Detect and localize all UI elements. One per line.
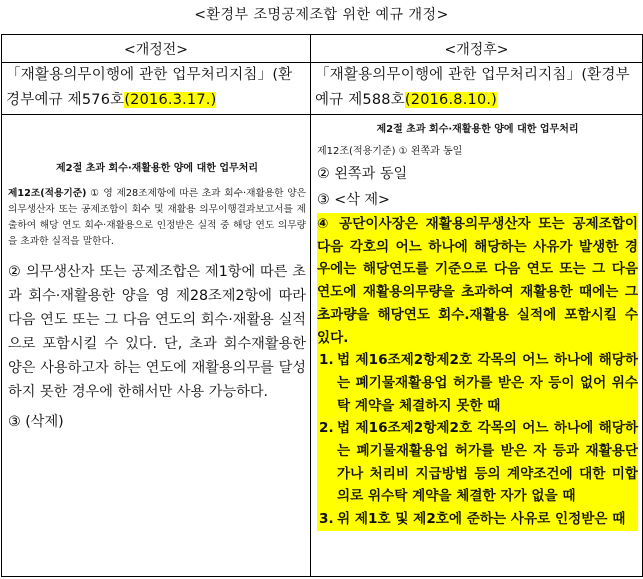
list-item-text: 위 제1호 및 제2호에 준하는 사유로 인정받은 때 (337, 511, 626, 528)
header-after: <개정후> (311, 35, 643, 63)
header-before: <개정전> (2, 35, 311, 63)
list-item-number: 1. (319, 352, 334, 369)
reference-before-text: 「재활용의무이행에 관한 업무처리지침」(환경부예규 제576호 (6, 67, 293, 108)
section-title-after: 제2절 초과 회수·재활용한 양에 대한 업무처리 (376, 124, 579, 135)
list-item-number: 3. (319, 511, 334, 528)
article-12-para-1-after: 제12조(적용기준) ① 왼쪽과 동일 (317, 146, 463, 157)
section-title-before: 제2절 초과 회수·재활용한 양에 대한 업무처리 (55, 163, 259, 174)
article-12-para-2-before: ② 의무생산자 또는 공제조합은 제1항에 따른 초과 회수·재활용한 양을 영 제28조제2항에 따라 다음 연도 또는 그 다음 연도의 회수·재활용 실적으로 포함시킬 수 있다. 단, 초과 회수재활용한 양은 사용하고자 하는 연도에 재활용의무를 달성하지 못한 경우에 한해서만 사용 가능하다. (8, 264, 306, 400)
page-title: <환경부 조명공제조합 위한 예규 개정> (194, 7, 449, 23)
list-item-number: 2. (319, 420, 334, 437)
content-before (2, 115, 311, 577)
list-item (317, 508, 638, 531)
reference-after-date: (2016.8.10.) (404, 92, 498, 108)
article-12-para-1-before (8, 186, 306, 250)
header-row (2, 35, 643, 63)
article-12-para-3-before: ③ (삭제) (8, 414, 64, 430)
article-12-para-2-after: ② 왼쪽과 동일 (317, 166, 408, 182)
reference-before (2, 63, 311, 115)
reference-row (2, 63, 643, 115)
reference-after (311, 63, 643, 115)
list-item-text: 법 제16조제2항제2호 각목의 어느 하나에 해당하는 폐기물재활용업 허가를 받은 자 등이 없어 위수탁 계약을 체결하지 못한 때 (337, 352, 638, 414)
list-item-text: 법 제16조제2항제2호 각목의 어느 하나에 해당하는 폐기물재활용업 허가를 받은 자 등과 재활용단가나 처리비 지급방법 등의 계약조건에 대한 미합의로 위수탁 계약을 체결한 자가 없을 때 (337, 420, 638, 505)
para-4-text: ④ 공단이사장은 재활용의무생산자 또는 공제조합이 다음 각호의 어느 하나에 해당하는 사유가 발생한 경우에는 해당연도를 기준으로 다음 연도 또는 그 다음 연도에 재활용의무량을 초과하여 재활용한 때에는 그 초과량을 해당연도 회수.재활용 실적에 포함시킬 수 있다. (317, 216, 638, 346)
article-label: 제12조(적용기준) (8, 188, 87, 199)
article-12-para-4-after (317, 213, 638, 531)
list-item (317, 349, 638, 417)
article-12-para-1-text: ① 영 제28조제항에 따른 초과 회수·재활용한 양은 의무생산자 또는 공제조합이 회수 및 재활용 의무이행결과보고서를 제출하여 해당 연도 회수·재활용으로 인정받은 실적 중 해당 연도 의무량을 초과한 실적을 말한다. (8, 188, 306, 247)
content-row (2, 115, 643, 577)
comparison-table (1, 34, 643, 577)
list-item (317, 417, 638, 508)
reference-before-date: (2016.3.17.) (124, 92, 217, 108)
reference-after-text: 「재활용의무이행에 관한 업무처리지침」(환경부예규 제588호 (315, 67, 630, 108)
article-12-para-3-after: ③ <삭 제> (317, 192, 390, 208)
content-after (311, 115, 643, 577)
